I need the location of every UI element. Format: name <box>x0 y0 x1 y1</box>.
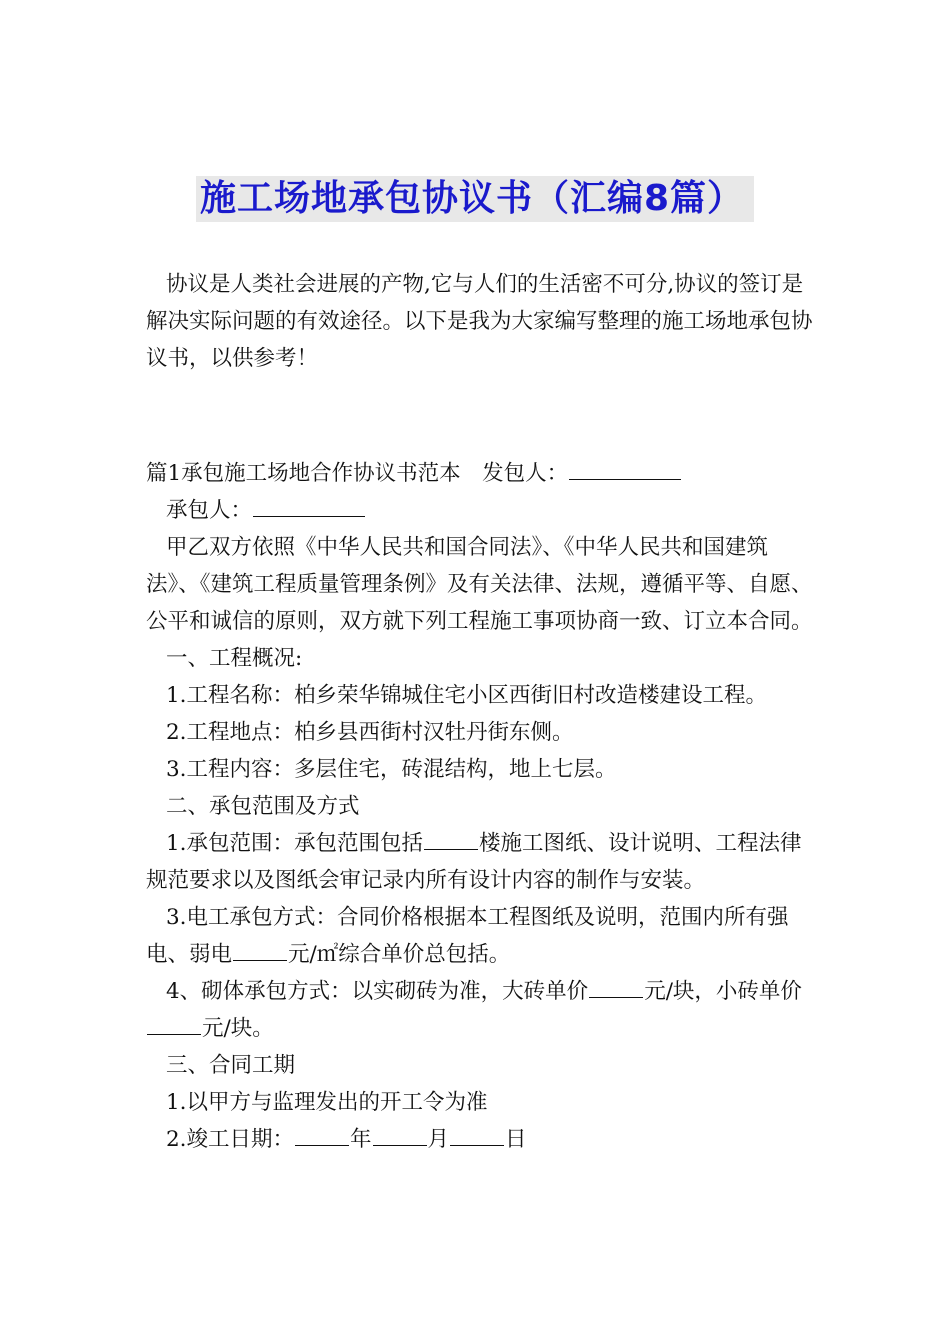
part2-title: 二、承包范围及方式 <box>166 794 360 819</box>
part2-item4-text-b: 元/块，小砖单价 <box>644 979 802 1004</box>
part3-item1: 1.以甲方与监理发出的开工令为准 <box>166 1090 488 1115</box>
title-container <box>0 176 950 222</box>
unit-price-blank <box>233 959 287 961</box>
part2-item1 <box>146 825 818 899</box>
spacer <box>146 377 818 455</box>
preamble-paragraph: 甲乙双方依照《中华人民共和国合同法》、《中华人民共和国建筑法》、《建筑工程质量管理条例》及有关法律、法规，遵循平等、自愿、公平和诚信的原则，双方就下列工程施工事项协商一致、订立本合同。 <box>146 535 813 634</box>
part2-item1-text-a: 1.承包范围：承包范围包括 <box>166 831 424 856</box>
building-blank <box>424 848 478 850</box>
day-blank <box>450 1144 504 1146</box>
employer-blank <box>569 478 681 480</box>
small-brick-price-blank <box>147 1033 201 1035</box>
part1-item1: 1.工程名称：柏乡荣华锦城住宅小区西街旧村改造楼建设工程。 <box>166 683 768 708</box>
part2-item3-text-a: 3.电工承包方式：合同价格根据本工程图纸及说明，范围内所有强电、弱电 <box>146 905 789 967</box>
part2-item4 <box>146 973 818 1047</box>
section1-heading-line <box>146 455 818 492</box>
document-body <box>146 266 818 1158</box>
year-label: 年 <box>350 1127 372 1152</box>
month-label: 月 <box>427 1127 450 1152</box>
intro-paragraph: 协议是人类社会进展的产物,它与人们的生活密不可分,协议的签订是解决实际问题的有效途径。以下是我为大家编写整理的施工场地承包协议书，以供参考！ <box>146 272 813 371</box>
contractor-line <box>146 492 818 529</box>
document-title: 施工场地承包协议书（汇编8篇） <box>196 176 754 222</box>
day-label: 日 <box>505 1127 527 1152</box>
year-blank <box>295 1144 349 1146</box>
part2-item1-text-b: 楼施工图纸、设计说明、工程法律规范要求以及图纸会审记录内所有设计内容的制作与安装。 <box>146 831 802 893</box>
part1-item3: 3.工程内容：多层住宅，砖混结构，地上七层。 <box>166 757 617 782</box>
contractor-blank <box>253 515 365 517</box>
part1-item2: 2.工程地点：柏乡县西街村汉牡丹街东侧。 <box>166 720 574 745</box>
part3-item2 <box>146 1121 818 1158</box>
part1-title: 一、工程概况: <box>166 646 303 671</box>
section1-heading: 篇1承包施工场地合作协议书范本 发包人： <box>146 461 569 486</box>
completion-date-label: 2.竣工日期： <box>166 1127 295 1152</box>
part2-item4-text-a: 4、砌体承包方式：以实砌砖为准，大砖单价 <box>166 979 589 1004</box>
part2-item3-text-b: 元/㎡综合单价总包括。 <box>288 942 511 967</box>
part2-item4-text-c: 元/块。 <box>202 1016 274 1041</box>
large-brick-price-blank <box>589 996 643 998</box>
part3-title: 三、合同工期 <box>166 1053 296 1078</box>
month-blank <box>373 1144 427 1146</box>
contractor-label: 承包人： <box>166 498 253 523</box>
part2-item3 <box>146 899 818 973</box>
